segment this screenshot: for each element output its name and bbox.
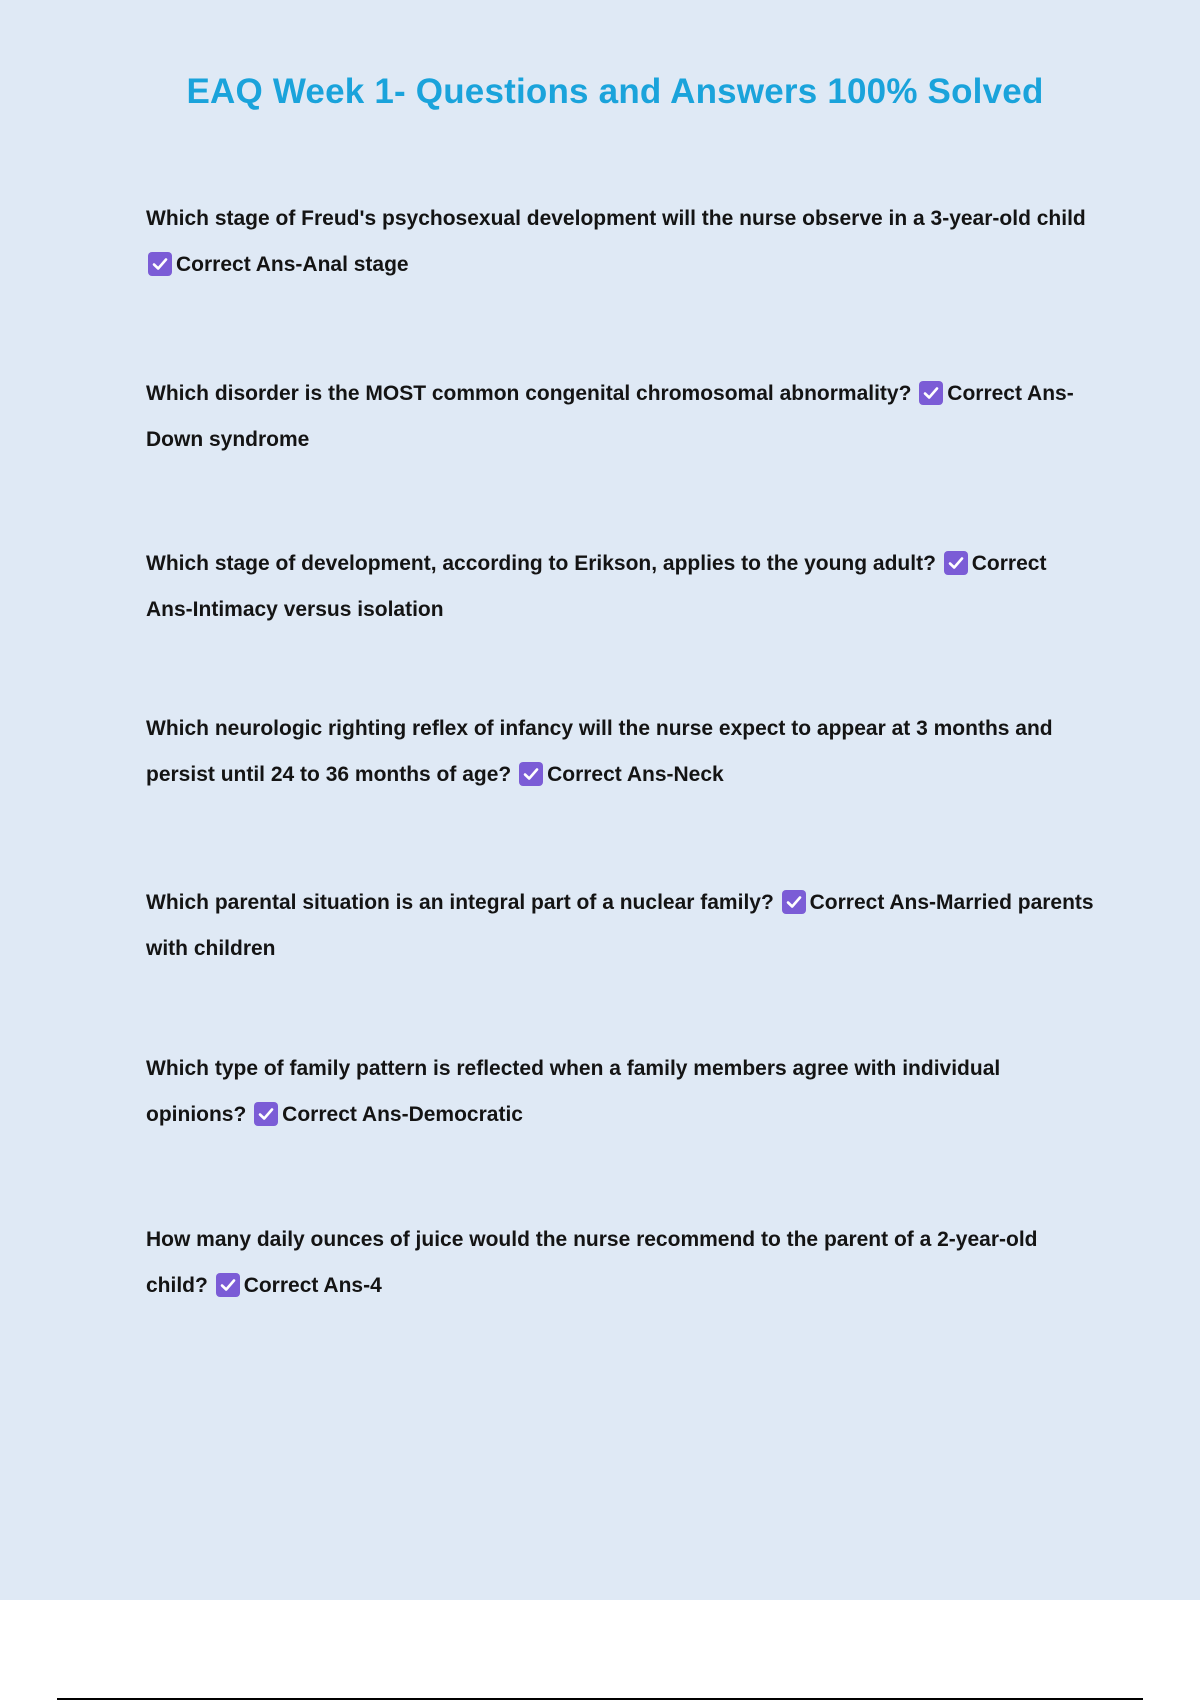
question-text: Which disorder is the MOST common congenital chromosomal abnormality? — [146, 382, 912, 405]
question-text: Which type of family pattern is reflected when a family members agree with individual opinions? — [146, 1057, 1001, 1126]
qa-item — [146, 706, 1096, 798]
check-box-icon — [519, 762, 543, 786]
answer-text: Correct Ans-Anal stage — [176, 253, 409, 276]
question-text: Which parental situation is an integral part of a nuclear family? — [146, 891, 774, 914]
check-box-icon — [148, 252, 172, 276]
answer-text: Correct Ans-Intimacy versus isolation — [146, 552, 1047, 621]
check-box-icon — [254, 1102, 278, 1126]
qa-item — [146, 196, 1096, 288]
document-title: EAQ Week 1- Questions and Answers 100% Solved — [186, 72, 1044, 111]
qa-item — [146, 541, 1096, 633]
check-box-icon — [919, 381, 943, 405]
question-text: Which stage of development, according to Erikson, applies to the young adult? — [146, 552, 936, 575]
answer-text: Correct Ans-Married parents with children — [146, 891, 1094, 960]
check-box-icon — [944, 551, 968, 575]
question-text: Which stage of Freud's psychosexual development will the nurse observe in a 3-year-old child — [146, 207, 1086, 230]
answer-text: Correct Ans-4 — [243, 1274, 382, 1297]
qa-item — [146, 1046, 1096, 1138]
qa-item — [146, 371, 1096, 463]
answer-text: Correct Ans-Democratic — [282, 1103, 523, 1126]
question-text: Which neurologic righting reflex of infancy will the nurse expect to appear at 3 months and persist until 24 to 36 months of age? — [146, 717, 1053, 786]
answer-text: Correct Ans-Down syndrome — [146, 382, 1074, 451]
question-text: How many daily ounces of juice would the nurse recommend to the parent of a 2-year-old child? — [146, 1228, 1038, 1297]
answer-text: Correct Ans-Neck — [547, 763, 724, 786]
check-box-icon — [216, 1273, 240, 1297]
check-box-icon — [782, 890, 806, 914]
qa-item — [146, 880, 1096, 972]
qa-item — [146, 1217, 1096, 1309]
